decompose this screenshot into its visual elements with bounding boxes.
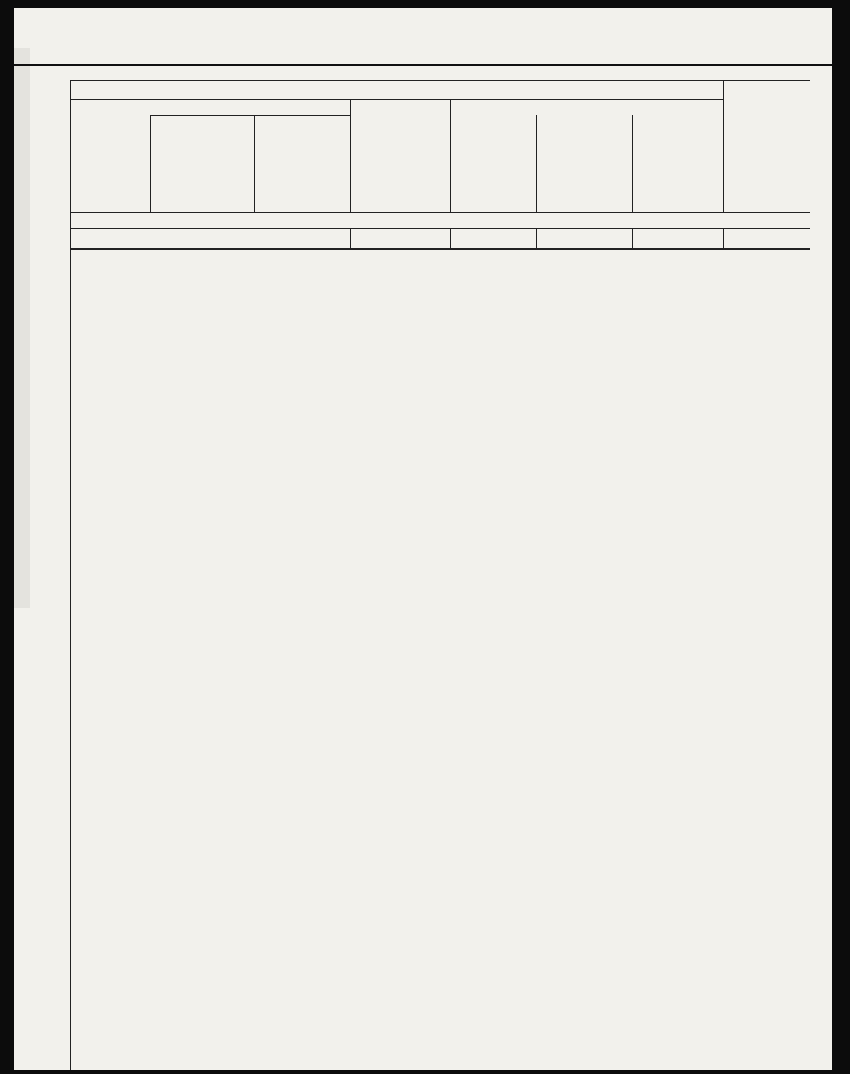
col-rule-5 bbox=[536, 115, 537, 212]
page bbox=[14, 8, 832, 1070]
rule-under-groups bbox=[70, 99, 723, 100]
code-rule-6 bbox=[632, 228, 633, 248]
col-rule-2 bbox=[254, 115, 255, 212]
top-rule bbox=[14, 64, 832, 66]
rule-under-giraal bbox=[150, 115, 350, 116]
rule-below-codes bbox=[70, 248, 810, 250]
code-rule-4 bbox=[450, 228, 451, 248]
rule-above-unit bbox=[70, 212, 810, 213]
col-rule-1 bbox=[150, 115, 151, 212]
code-rule-3 bbox=[350, 228, 351, 248]
code-rule-7 bbox=[723, 228, 724, 248]
code-rule-5 bbox=[536, 228, 537, 248]
stub-rule bbox=[70, 80, 71, 1070]
rule-below-unit bbox=[70, 228, 810, 229]
col-rule-7 bbox=[723, 80, 724, 212]
col-rule-6 bbox=[632, 115, 633, 212]
page-binding-edge bbox=[14, 48, 30, 608]
rule-under-title bbox=[70, 80, 810, 81]
col-rule-4 bbox=[450, 99, 451, 212]
col-rule-3 bbox=[350, 99, 351, 212]
